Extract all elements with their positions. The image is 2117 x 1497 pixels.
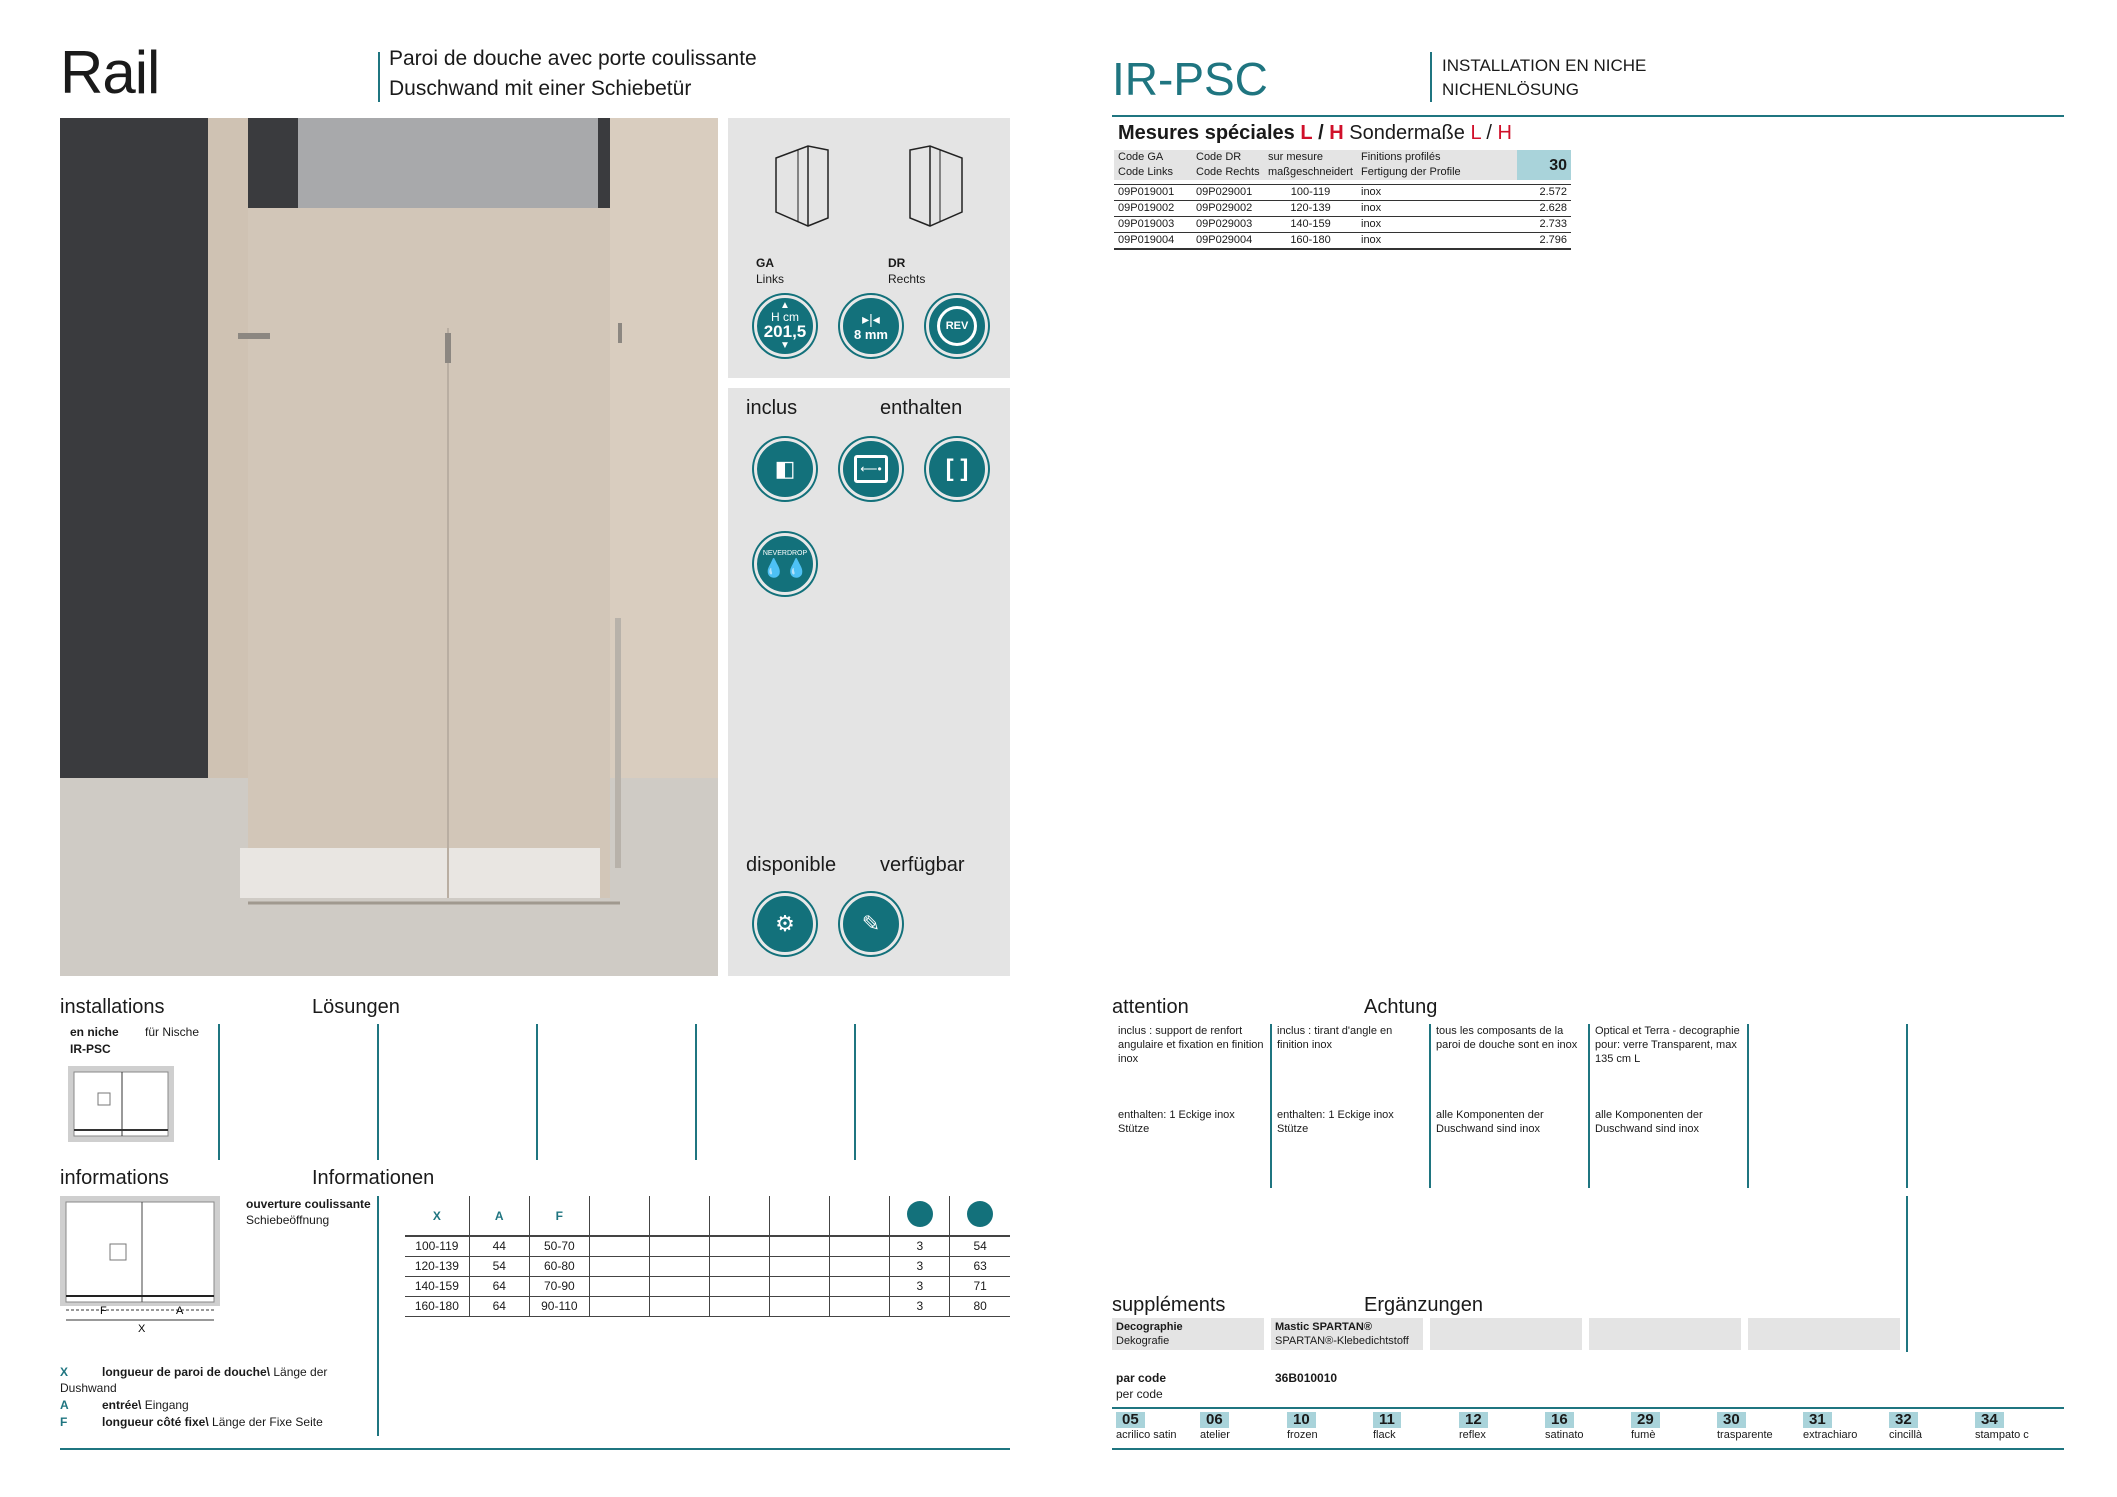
- handle-icon: ⟵•: [840, 438, 902, 500]
- mastic-cell: Mastic SPARTAN® SPARTAN®-Klebedichtstoff: [1271, 1318, 1423, 1350]
- empty-cell: [1589, 1318, 1741, 1350]
- verfugbar-label: verfügbar: [880, 854, 965, 876]
- attention-note-3: tous les composants de la paroi de douche sont en inox alle Komponenten der Duschwand sind inox: [1436, 1025, 1578, 1135]
- installation-type-de: NICHENLÖSUNG: [1442, 80, 1579, 99]
- glass-option: 34 stampato c: [1975, 1411, 2029, 1441]
- opening-type-de: Schiebeöffnung: [246, 1213, 330, 1227]
- glass-option: 12 reflex: [1459, 1411, 1486, 1441]
- table-row: 160-180 64 90-110 3 80: [405, 1296, 1010, 1316]
- reversible-icon: REV: [926, 295, 988, 357]
- inclus-label: inclus: [746, 397, 798, 419]
- custom-sizes-table: Code GA Code Links Code DR Code Rechts sur mesure maßgeschneidert Finitions profilés Fertigung der Profile 30 09P019001 09P029001 100-119 inox 2.572 09P019002 09P029002 120-139 inox 2.628 09P019003 09P029003 140-159 inox 2.733 09P019004 09P029004 160-180 inox 2.796: [1114, 150, 1571, 250]
- attention-note-1: inclus : support de renfort angulaire et fixation en finition inox enthalten: 1 Eckige inox Stütze: [1118, 1025, 1264, 1135]
- dimensions-table: X A F 100-119 44 50-70 3 54 120-139 54 60-80 3 63 140-159 64 70-90 3 71 160-180 64 90-110 3 80: [405, 1196, 1010, 1317]
- decography-cell: Decographie Dekografie: [1112, 1318, 1264, 1350]
- model-code: IR-PSC: [1112, 53, 1268, 105]
- install-item-code: IR-PSC: [70, 1042, 111, 1056]
- table-row: 120-139 54 60-80 3 63: [405, 1256, 1010, 1276]
- svg-text:F: F: [100, 1305, 107, 1317]
- install-item-fr: en niche: [70, 1025, 119, 1039]
- glass-30-badge: 30: [1517, 150, 1571, 180]
- svg-text:X: X: [138, 1323, 146, 1335]
- neverdrop-icon: NEVERDROP 💧💧: [754, 533, 816, 595]
- table-row: 140-159 64 70-90 3 71: [405, 1276, 1010, 1296]
- door-left-icon: [768, 138, 838, 228]
- table-row: 09P019004 09P029004 160-180 inox 2.796: [1114, 232, 1571, 249]
- profile-icon: [ ]: [926, 438, 988, 500]
- glass-option: 16 satinato: [1545, 1411, 1584, 1441]
- kg-icon: [967, 1201, 993, 1227]
- glass-option: 31 extrachiaro: [1803, 1411, 1858, 1441]
- ga-code: GA: [756, 256, 774, 270]
- attention-note-4: Optical et Terra - decographie pour: verre Transparent, max 135 cm L alle Komponenten der Duschwand sind inox: [1595, 1025, 1740, 1135]
- subtitle-de: Duschwand mit einer Schiebetür: [389, 77, 692, 100]
- glass-option: 32 cincillà: [1889, 1411, 1923, 1441]
- glass-option: 11 flack: [1373, 1411, 1445, 1441]
- erganzungen-heading: Ergänzungen: [1364, 1294, 1483, 1316]
- ga-label: Links: [756, 272, 785, 286]
- supplements-heading: suppléments: [1112, 1294, 1226, 1316]
- opening-type-fr: ouverture coulissante: [246, 1197, 371, 1211]
- empty-cell: [1748, 1318, 1900, 1350]
- enthalten-label: enthalten: [880, 397, 963, 419]
- assembly-icon: ⚙: [754, 893, 816, 955]
- dr-label: Rechts: [888, 272, 926, 286]
- glass-option: 06 atelier: [1200, 1411, 1230, 1441]
- mastic-code: 36B010010: [1275, 1371, 1338, 1385]
- glass-option: 10 frozen: [1287, 1411, 1318, 1441]
- install-item-de: für Nische: [145, 1025, 200, 1039]
- achtung-heading: Achtung: [1364, 996, 1438, 1018]
- glass-option: 29 fumè: [1631, 1411, 1703, 1441]
- dr-code: DR: [888, 256, 906, 270]
- per-code-label: par code per code: [1116, 1371, 1167, 1401]
- product-photo: [60, 118, 718, 976]
- installation-type-fr: INSTALLATION EN NICHE: [1442, 56, 1647, 75]
- niche-plan-diagram: [68, 1066, 174, 1142]
- glass-option: 30 trasparente: [1717, 1411, 1773, 1441]
- attention-heading: attention: [1112, 996, 1189, 1018]
- weight-icon: [907, 1201, 933, 1227]
- losungen-heading: Lösungen: [312, 996, 400, 1018]
- informations-heading: informations: [60, 1167, 169, 1189]
- custom-sizes-heading: Mesures spéciales L / H Sondermaße L / H: [1118, 122, 1512, 144]
- legend: X longueur de paroi de douche\ Länge der Dushwand A entrée\ Eingang F longueur côté fixe\ Länge der Fixe Seite: [60, 1365, 328, 1429]
- subtitle-fr: Paroi de douche avec porte coulissante: [389, 47, 757, 70]
- glass-thickness-icon: ▸|◂ 8 mm: [840, 295, 902, 357]
- table-row: 100-119 44 50-70 3 54: [405, 1236, 1010, 1256]
- svg-text:A: A: [176, 1305, 184, 1317]
- table-row: 09P019002 09P029002 120-139 inox 2.628: [1114, 200, 1571, 216]
- installations-heading: installations: [60, 996, 165, 1018]
- attention-note-2: inclus : tirant d'angle en finition inox enthalten: 1 Eckige inox Stütze: [1277, 1025, 1394, 1135]
- opening-dimension-diagram: [60, 1196, 220, 1336]
- glass-option: 05 acrilico satin: [1116, 1411, 1177, 1441]
- empty-cell: [1430, 1318, 1582, 1350]
- height-icon: ▲ H cm 201,5 ▼: [754, 295, 816, 357]
- sliding-door-icon: ◧: [754, 438, 816, 500]
- table-row: 09P019003 09P029003 140-159 inox 2.733: [1114, 216, 1571, 232]
- informationen-heading: Informationen: [312, 1167, 435, 1189]
- product-title: Rail: [60, 39, 160, 106]
- door-right-icon: [900, 138, 970, 228]
- disponible-label: disponible: [746, 854, 837, 876]
- tools-icon: ✎: [840, 893, 902, 955]
- table-row: 09P019001 09P029001 100-119 inox 2.572: [1114, 184, 1571, 200]
